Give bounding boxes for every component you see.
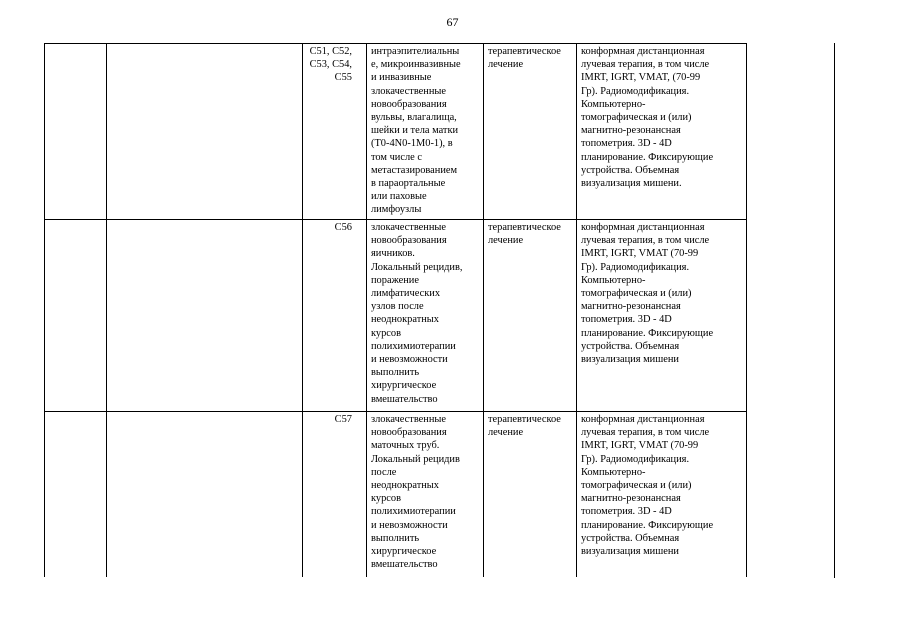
icd-codes-cell: C57 xyxy=(303,412,367,577)
document-table-wrapper xyxy=(44,43,747,577)
table-row xyxy=(45,220,747,412)
table-row xyxy=(45,44,747,220)
treatment-method-cell: конформная дистанционная лучевая терапия, в том числе IMRT, IGRT, VMAT (70-99 Гр). Радиомодификация. Компьютерно- томографическая и (или) магнитно-резонансная топометрия. 3D - 4D планирование. Фиксирующие устройства. Объемная визуализация мишени xyxy=(577,412,747,577)
empty-cell xyxy=(45,220,107,412)
table-row xyxy=(45,412,747,577)
icd-codes-cell: C56 xyxy=(303,220,367,412)
treatment-table xyxy=(44,43,747,577)
icd-codes-cell: C51, C52, C53, C54, C55 xyxy=(303,44,367,220)
treatment-type-cell: терапевтическое лечение xyxy=(484,220,577,412)
diagnosis-cell: злокачественные новообразования яичников. Локальный рецидив, поражение лимфатических узлов после неоднократных курсов полихимиотерапии и невозможности выполнить хирургическое вмешательство xyxy=(367,220,484,412)
treatment-type-cell: терапевтическое лечение xyxy=(484,412,577,577)
treatment-method-cell: конформная дистанционная лучевая терапия, в том числе IMRT, IGRT, VMAT, (70-99 Гр). Радиомодификация. Компьютерно- томографическая и (или) магнитно-резонансная топометрия. 3D - 4D планирование. Фиксирующие устройства. Объемная визуализация мишени. xyxy=(577,44,747,220)
empty-cell xyxy=(107,220,303,412)
treatment-type-cell: терапевтическое лечение xyxy=(484,44,577,220)
empty-cell xyxy=(107,44,303,220)
empty-cell xyxy=(45,412,107,577)
page-number: 67 xyxy=(446,15,459,29)
diagnosis-cell: злокачественные новообразования маточных труб. Локальный рецидив после неоднократных курсов полихимиотерапии и невозможности выполнить хирургическое вмешательство xyxy=(367,412,484,577)
empty-cell xyxy=(45,44,107,220)
empty-cell xyxy=(107,412,303,577)
table-right-border xyxy=(834,43,835,578)
treatment-method-cell: конформная дистанционная лучевая терапия, в том числе IMRT, IGRT, VMAT (70-99 Гр). Радиомодификация. Компьютерно- томографическая и (или) магнитно-резонансная топометрия. 3D - 4D планирование. Фиксирующие устройства. Объемная визуализация мишени xyxy=(577,220,747,412)
diagnosis-cell: интраэпителиальны е, микроинвазивные и инвазивные злокачественные новообразования вульвы, влагалища, шейки и тела матки (T0-4N0-1M0-1), в том числе с метастазированием в параортальные или паховые лимфоузлы xyxy=(367,44,484,220)
